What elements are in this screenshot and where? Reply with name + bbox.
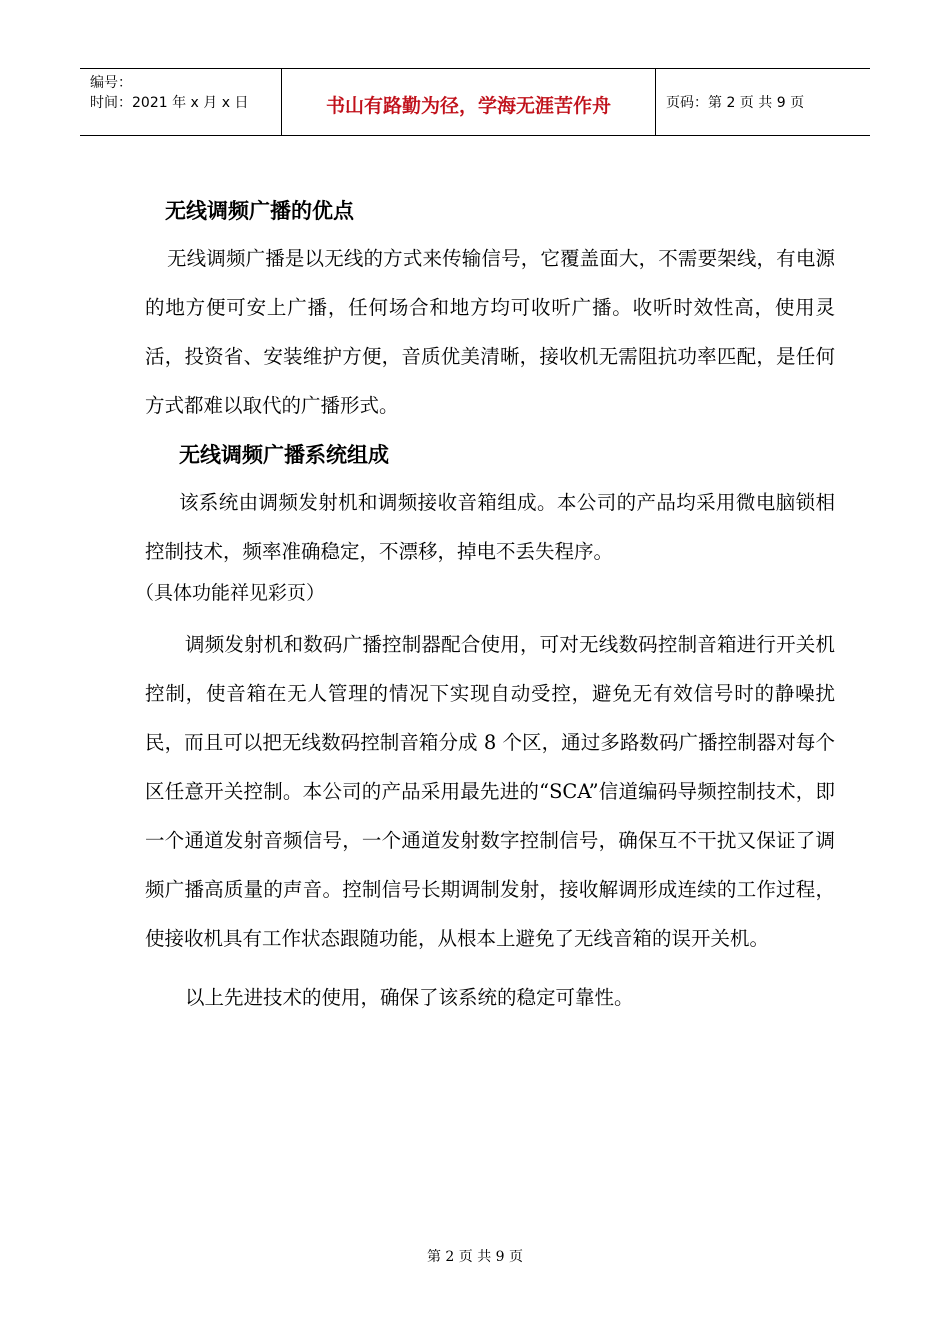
page-footer: 第 2 页 共 9 页 [426,1249,524,1265]
serial-number-label: 编号： [90,75,132,91]
paragraph-control-technology: 调频发射机和数码广播控制器配合使用，可对无线数码控制音箱进行开关机控制，使音箱在无人管理的情况下实现自动受控，避免无有效信号时的静噪扰民，而且可以把无线数码控制音箱分成 8 个区，通过多路数码广播控制器对每个区任意开关控制。本公司的产品采用最先进的“SCA”信道编码导频控制技术，即一个通道发射音频信号，一个通道发射数字控制信号，确保互不干扰又保证了调频广播高质量的声音。控制信号长期调制发射，接收解调形成连续的工作过程，使接收机具有工作状态跟随功能，从根本上避免了无线音箱的误开关机。 [145,633,835,950]
paragraph-system-composition: 该系统由调频发射机和调频接收音箱组成。本公司的产品均采用微电脑锁相控制技术，频率准确稳定，不漂移，掉电不丢失程序。 [145,491,835,563]
date-label: 时间：2021 年 x 月 x 日 [90,95,249,111]
paragraph-advantages: 无线调频广播是以无线的方式来传输信号，它覆盖面大，不需要架线，有电源的地方便可安上广播，任何场合和地方均可收听广播。收听时效性高，使用灵活，投资省、安装维护方便，音质优美清晰，接收机无需阻抗功率匹配，是任何方式都难以取代的广播形式。 [145,247,835,417]
header-motto: 书山有路勤为径，学海无涯苦作舟 [282,69,656,135]
header-meta [80,69,282,135]
color-page-note: （具体功能祥见彩页） [135,582,326,604]
section-heading-advantages: 无线调频广播的优点 [165,199,354,223]
document-body [135,188,835,1022]
header-page-info: 页码：第 2 页 共 9 页 [666,95,805,111]
document-header [80,68,870,136]
section-heading-system-composition: 无线调频广播系统组成 [179,443,389,467]
paragraph-conclusion: 以上先进技术的使用，确保了该系统的稳定可靠性。 [185,986,634,1009]
